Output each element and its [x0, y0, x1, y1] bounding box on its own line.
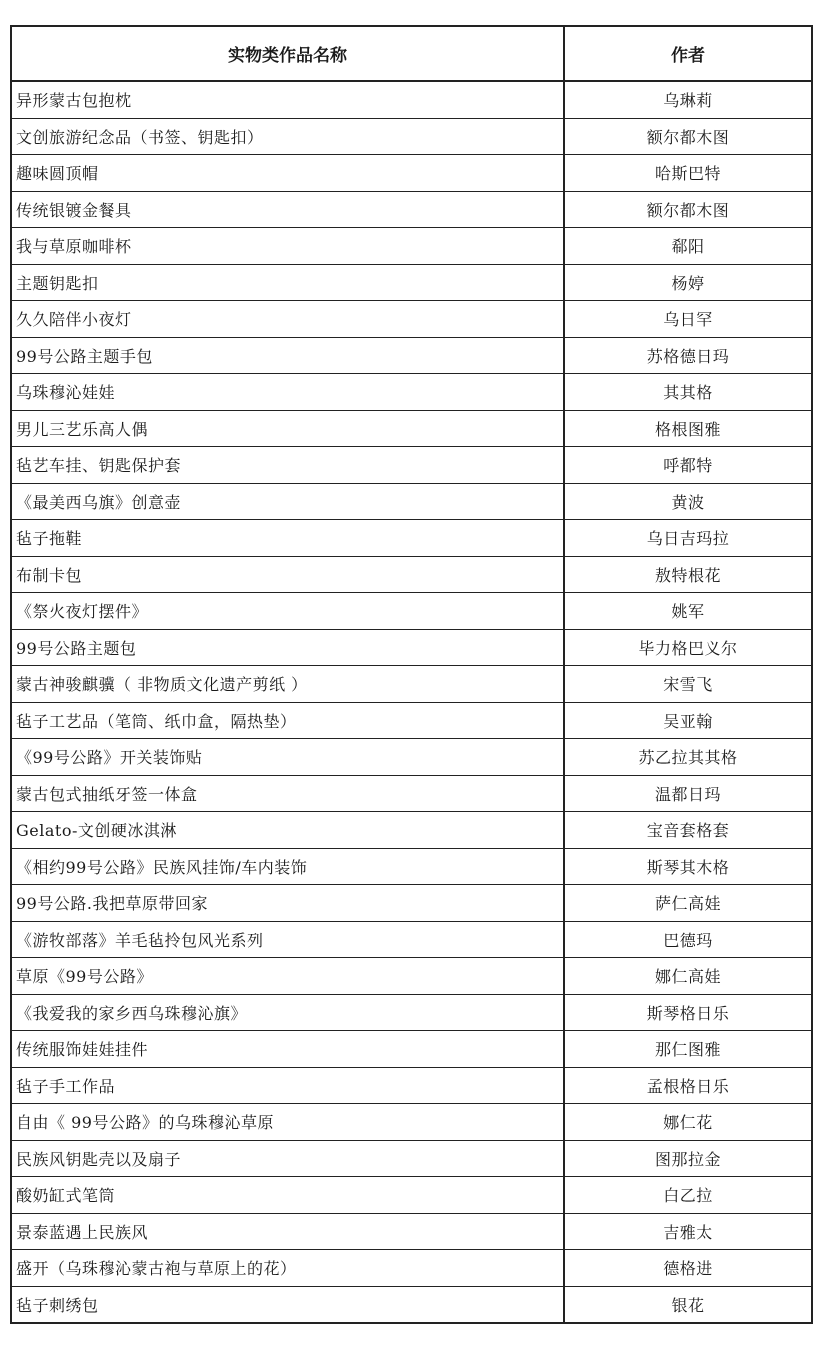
work-name-cell: 《最美西乌旗》创意壶	[11, 483, 564, 520]
author-cell: 娜仁高娃	[564, 958, 812, 995]
author-cell: 孟根格日乐	[564, 1067, 812, 1104]
table-row	[11, 191, 812, 228]
author-cell: 斯琴其木格	[564, 848, 812, 885]
work-name-cell: 我与草原咖啡杯	[11, 228, 564, 265]
work-name-cell: 毡子刺绣包	[11, 1286, 564, 1323]
table-row	[11, 739, 812, 776]
table-row	[11, 520, 812, 557]
table-row	[11, 155, 812, 192]
author-cell: 白乙拉	[564, 1177, 812, 1214]
table-row	[11, 447, 812, 484]
work-name-cell: 乌珠穆沁娃娃	[11, 374, 564, 411]
work-name-cell: 酸奶缸式笔筒	[11, 1177, 564, 1214]
table-row	[11, 410, 812, 447]
table-row	[11, 629, 812, 666]
table-row	[11, 1067, 812, 1104]
author-cell: 乌日罕	[564, 301, 812, 338]
work-name-cell: 毡子拖鞋	[11, 520, 564, 557]
table-row	[11, 556, 812, 593]
work-name-cell: 草原《99号公路》	[11, 958, 564, 995]
table-row	[11, 885, 812, 922]
work-name-cell: 传统银镀金餐具	[11, 191, 564, 228]
author-cell: 斯琴格日乐	[564, 994, 812, 1031]
author-cell: 银花	[564, 1286, 812, 1323]
table-row	[11, 264, 812, 301]
table-row	[11, 1031, 812, 1068]
works-list-sheet	[10, 25, 811, 1324]
table-row	[11, 118, 812, 155]
work-name-cell: 蒙古神骏麒骥（ 非物质文化遗产剪纸 ）	[11, 666, 564, 703]
author-cell: 那仁图雅	[564, 1031, 812, 1068]
work-name-cell: 景泰蓝遇上民族风	[11, 1213, 564, 1250]
author-cell: 娜仁花	[564, 1104, 812, 1141]
work-name-cell: 《相约99号公路》民族风挂饰/车内装饰	[11, 848, 564, 885]
table-row	[11, 337, 812, 374]
author-cell: 巴德玛	[564, 921, 812, 958]
work-name-cell: 99号公路.我把草原带回家	[11, 885, 564, 922]
work-name-cell: 民族风钥匙壳以及扇子	[11, 1140, 564, 1177]
author-cell: 额尔都木图	[564, 191, 812, 228]
author-cell: 苏乙拉其其格	[564, 739, 812, 776]
work-name-cell: 99号公路主题包	[11, 629, 564, 666]
work-name-cell: 主题钥匙扣	[11, 264, 564, 301]
author-cell: 格根图雅	[564, 410, 812, 447]
author-cell: 杨婷	[564, 264, 812, 301]
table-row	[11, 702, 812, 739]
author-cell: 温都日玛	[564, 775, 812, 812]
table-row	[11, 1213, 812, 1250]
work-name-cell: 《99号公路》开关装饰贴	[11, 739, 564, 776]
work-name-cell: 传统服饰娃娃挂件	[11, 1031, 564, 1068]
work-name-cell: 异形蒙古包抱枕	[11, 81, 564, 118]
author-cell: 萨仁高娃	[564, 885, 812, 922]
work-name-cell: 自由《 99号公路》的乌珠穆沁草原	[11, 1104, 564, 1141]
table-row	[11, 958, 812, 995]
table-row	[11, 301, 812, 338]
table-body	[11, 81, 812, 1323]
table-row	[11, 775, 812, 812]
works-table	[10, 25, 813, 1324]
work-name-cell: 《我爱我的家乡西乌珠穆沁旗》	[11, 994, 564, 1031]
author-cell: 其其格	[564, 374, 812, 411]
work-name-cell: 毡子工艺品（笔筒、纸巾盒，隔热垫）	[11, 702, 564, 739]
table-header	[11, 26, 812, 81]
author-cell: 苏格德日玛	[564, 337, 812, 374]
author-cell: 吉雅太	[564, 1213, 812, 1250]
header-author: 作者	[564, 26, 812, 81]
work-name-cell: 蒙古包式抽纸牙签一体盒	[11, 775, 564, 812]
table-row	[11, 1140, 812, 1177]
table-row	[11, 593, 812, 630]
table-row	[11, 1177, 812, 1214]
author-cell: 哈斯巴特	[564, 155, 812, 192]
table-row	[11, 921, 812, 958]
work-name-cell: 男儿三艺乐高人偶	[11, 410, 564, 447]
table-row	[11, 1250, 812, 1287]
author-cell: 宋雪飞	[564, 666, 812, 703]
work-name-cell: 趣味圆顶帽	[11, 155, 564, 192]
header-row	[11, 26, 812, 81]
author-cell: 额尔都木图	[564, 118, 812, 155]
table-row	[11, 812, 812, 849]
author-cell: 黄波	[564, 483, 812, 520]
work-name-cell: Gelato-文创硬冰淇淋	[11, 812, 564, 849]
work-name-cell: 99号公路主题手包	[11, 337, 564, 374]
author-cell: 呼都特	[564, 447, 812, 484]
author-cell: 郗阳	[564, 228, 812, 265]
header-work-name: 实物类作品名称	[11, 26, 564, 81]
work-name-cell: 《游牧部落》羊毛毡拎包风光系列	[11, 921, 564, 958]
author-cell: 图那拉金	[564, 1140, 812, 1177]
table-row	[11, 81, 812, 118]
author-cell: 宝音套格套	[564, 812, 812, 849]
work-name-cell: 文创旅游纪念品（书签、钥匙扣）	[11, 118, 564, 155]
table-row	[11, 483, 812, 520]
table-row	[11, 848, 812, 885]
work-name-cell: 久久陪伴小夜灯	[11, 301, 564, 338]
table-row	[11, 228, 812, 265]
author-cell: 吴亚翰	[564, 702, 812, 739]
table-row	[11, 994, 812, 1031]
table-row	[11, 1104, 812, 1141]
author-cell: 敖特根花	[564, 556, 812, 593]
author-cell: 毕力格巴义尔	[564, 629, 812, 666]
work-name-cell: 布制卡包	[11, 556, 564, 593]
table-row	[11, 1286, 812, 1323]
work-name-cell: 毡艺车挂、钥匙保护套	[11, 447, 564, 484]
author-cell: 姚军	[564, 593, 812, 630]
table-row	[11, 666, 812, 703]
work-name-cell: 盛开（乌珠穆沁蒙古袍与草原上的花）	[11, 1250, 564, 1287]
table-row	[11, 374, 812, 411]
author-cell: 乌琳莉	[564, 81, 812, 118]
author-cell: 乌日吉玛拉	[564, 520, 812, 557]
work-name-cell: 《祭火夜灯摆件》	[11, 593, 564, 630]
work-name-cell: 毡子手工作品	[11, 1067, 564, 1104]
author-cell: 德格进	[564, 1250, 812, 1287]
